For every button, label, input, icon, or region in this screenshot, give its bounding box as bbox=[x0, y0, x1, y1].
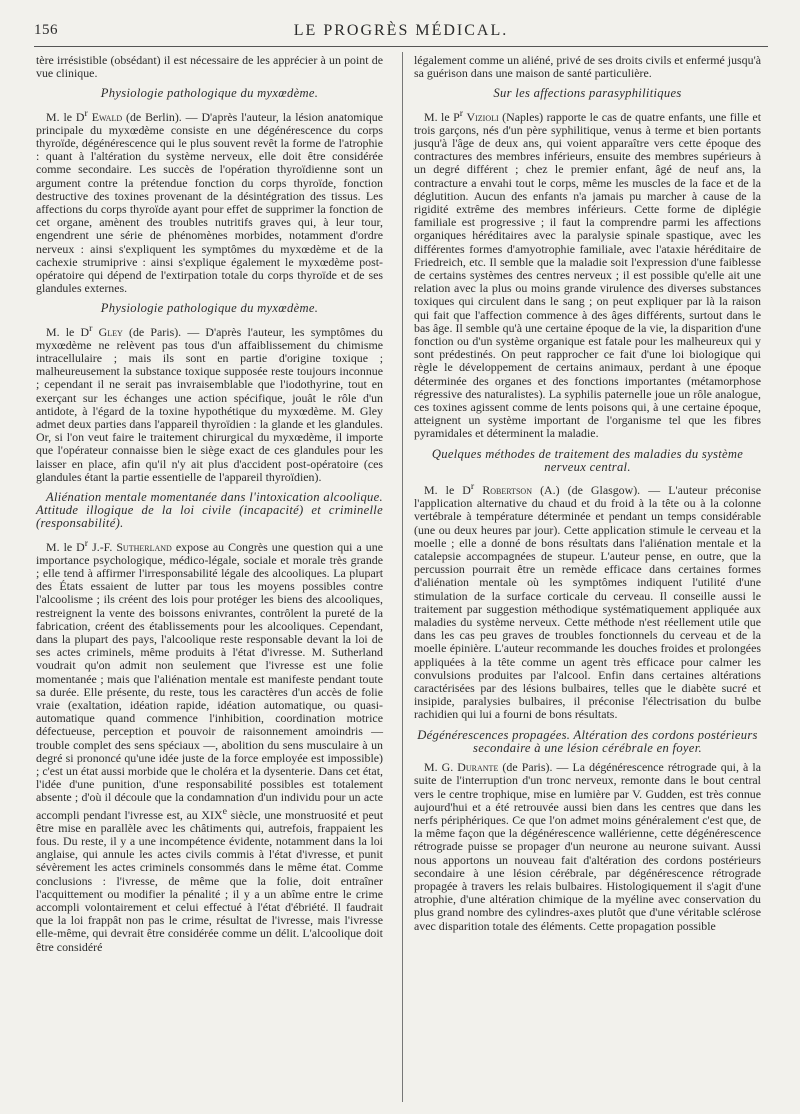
paragraph-body: expose au Congrès une question qui a une importance psychologique, médico-légale, sociale et morale très grande ; elle tend à affirmer l'irresponsabilité légale des alcooliques. La plupart des États essaient de lutter par tous les moyens possibles contre l'alcoolisme ; ils créent des lois pour protéger les biens des alcooliques, restreignent la vente des boissons enivrantes, contrôlent la pureté de la fabrication, créent des établissements pour les alcooliques. Cependant, dans la plupart des pays, l'alcoolique reste responsable devant la loi de ses actes criminels, même produits à l'état d'ivresse. M. Sutherland voudrait qu'on admit non seulement que l'ivresse est une folie momentanée ; mais que l'aliénation mentale est manifeste pendant toute sa durée. Elle présente, du reste, tous les caractères d'un accès de folie vraie (exaltation, idéation rapide, idéation automatique, ou quasi-automatique quand commence l'inhibition, coordination motrice défectueuse, perception et pouvoir de raisonnement amoindris — trouble complet des sens spéciaux —, abolition du sens musculaire à un degré si prononcé qu'une idée juste de la force employée est impossible) ; c'est un état aussi morbide que le choléra et la dysenterie. Dans cet état, l'idée d'une punition, d'une responsabilité possibles est totalement absente ; d'où il découle que la condamnation d'un individu pour un acte accompli pendant l'ivresse est, au XIX bbox=[36, 539, 383, 822]
title-superscript: r bbox=[89, 322, 93, 334]
page-header bbox=[34, 20, 768, 47]
author-prefix: M. le D bbox=[424, 483, 471, 498]
continued-paragraph: tère irrésistible (obsédant) il est nécessaire de les apprécier à un point de vue clinique. bbox=[36, 53, 383, 81]
paragraph-gley bbox=[36, 322, 383, 484]
author-prefix: M. le D bbox=[46, 539, 85, 554]
author-name: Durante bbox=[457, 760, 499, 775]
author-name: J.-F. Sutherland bbox=[92, 539, 172, 554]
paragraph-body: (de Paris). — La dégénérescence rétrograde qui, à la suite de l'interruption d'un tronc nerveux, remonte dans le bout central vers le centre trophique, mise en lumière par V. Gudden, est très connue aujourd'hui et a été retrouvée aussi bien dans les centres que dans les nerfs périphériques. Ce que l'on admet moins généralement c'est que, de la même façon que la dégénérescence wallérienne, cette dégénérescence rétrograde puisse se propager d'un neurone au neurone suivant. Aussi nous apportons un nouveau fait d'altération des cordons postérieurs secondaire à une lésion cérébrale, par dégénérescence rétrograde propagée à travers les relais bulbaires. Histologiquement il s'agit d'une atrophie, d'une altération chimique de la myéline avec conservation du plus grand nombre des cylindres-axes plutôt que d'une véritable sclérose avec disparition totale des éléments. Cette propagation possible bbox=[414, 760, 761, 933]
title-superscript: r bbox=[459, 107, 464, 119]
section-heading-gley: Physiologie pathologique du myxœdème. bbox=[100, 301, 319, 316]
author-prefix: M. le D bbox=[46, 109, 85, 124]
title-superscript: r bbox=[84, 107, 88, 119]
author-prefix: M. le D bbox=[46, 324, 90, 339]
paragraph-robertson bbox=[414, 480, 761, 722]
paragraph-sutherland bbox=[36, 537, 383, 954]
section-heading-sutherland: Aliénation mentale momentanée dans l'intoxication alcoolique. Attitude illogique de la loi civile (incapacité) et criminelle (responsabilité). bbox=[36, 490, 383, 531]
paragraph-body: (Naples) rapporte le cas de quatre enfants, une fille et trois garçons, nés d'un père syphilitique, venus à terme et bien portants jusqu'à l'âge de deux ans, qui voient apparaître vers cette époque des contractures des membres inférieurs, ensuite des membres supérieurs à un degré différent ; chez le premier enfant, âgé de neuf ans, la contracture a envahi tout le corps, même les muscles de la face et de la déglutition. Aucun des enfants n'a jamais pu marcher à cause de la rigidité extrême des membres inférieurs. Cette forme de diplégie familiale est progressive ; il faut la comprendre parmi les affections organiques héréditaires avec la paralysie spinale spastique, avec les différentes formes d'amyotrophie familiale, avec l'ataxie héréditaire de Friedreich, etc. Il semble que la maladie soit l'expression d'une faiblesse de certains systèmes des centres nerveux ; il est possible qu'elle ait une relation avec la plus ou moins grande virulence des diverses substances toxiques qui circulent dans le sang ; on peut expliquer par là la raison qui fait que l'affection commence à des âges différents, surtout dans le bas âge. Il semble qu'à une certaine époque de la vie, la disparition d'une fonction ou d'un système organique est fatale pour les malheureux qui y sont prédestinés. On peut rapprocher ce fait d'une loi biologique qui règle le développement de certains animaux, perdant à une époque déterminée des organes et des fonctions importantes (métamorphose régressive des naturalistes). La syphilis paternelle joue un rôle analogue, ces toxines agissent comme de lents poisons qui, à une certaine époque, atteignent un système important de l'organisme tel que les fibres pyramidales et déterminent la maladie. bbox=[414, 109, 761, 441]
paragraph-body: (de Paris). — D'après l'auteur, les symptômes du myxœdème ne relèvent pas tous d'un affaiblissement du chimisme intracellulaire ; mais ils sont en partie d'origine toxique ; malheureusement la substance toxique supposée reste toujours inconnue ; cependant il ne serait pas invraisemblable que l'iodothyrine, tout en exerçant sur les échanges une action spécifique, jouât le rôle d'un antidote, à l'égard de la toxine hypothétique du myxœdème. M. Gley admet deux parties dans l'appareil thyroïdien : la glande et les glandules. Or, si l'on veut faire le traitement chirurgical du myxœdème, il importe que l'opérateur connaisse bien le siège exact de ces glandules pour les laisser en place, afin qu'il n'y ait plus d'accident post-opératoire (ces glandules étant la partie essentielle de l'appareil thyroïdien). bbox=[36, 324, 383, 484]
author-name: Gley bbox=[98, 324, 123, 339]
right-column bbox=[414, 54, 761, 934]
author-prefix: M. G. bbox=[424, 760, 458, 775]
column-divider bbox=[402, 52, 403, 1102]
paragraph-body-continued: siècle, une monstruosité et peut être mise en parallèle avec les châtiments qui, autrefois, frappaient les fous. Du reste, il y a une incompétence évidente, notamment dans la loi anglaise, qui annule les actes civils commis à l'état d'ivresse, et punit sévèrement les actes criminels consommés dans le même état. Comme conclusions : l'ivresse, de même que la folie, doit entraîner l'acquittement ou modifier la pénalité ; il y a un abîme entre le crime accompli volontairement et celui effectué à l'état d'ébriété. Il faudrait que la loi frappât non pas le crime, résultat de l'ivresse, mais l'ivresse elle-même, qui devrait être considérée comme un délit. L'alcoolique doit être considéré bbox=[36, 807, 383, 954]
paragraph-vizioli bbox=[414, 107, 761, 441]
paragraph-body: (A.) (de Glasgow). — L'auteur préconise l'application alternative du chaud et du froid à la tête ou à la colonne vertébrale à température déterminée et pendant un temps considérable (une ou deux heures par jour). Cette application stimule le cerveau et la moelle ; elle a donné de bons résultats dans l'aliénation mentale et la catalepsie accompagnées de stupeur. L'auteur pense, en outre, que la percussion pourrait être un remède efficace dans certaines formes d'aliénation mentale où les symptômes indiquent l'utilité d'une stimulation de la surface corticale du cerveau. Il conseille aussi le traitement par suggestion méthodique systématiquement appliquée aux maladies du système nerveux. Cette méthode n'est réellement utile que dans les cas peu graves de troubles fonctionnels du cerveau et de la moelle épinière. L'auteur recommande les douches froides et prolongées appliquées à la tête comme un agent très efficace pour calmer les convulsions produites par l'alcool. Enfin dans certaines altérations caractérisées par des lésions bulbaires, telles que le diabète sucré et insipide, paralysies bulbaires, il préconise l'électrisation du bulbe rachidien qui lui a fourni de bons résultats. bbox=[414, 483, 761, 722]
section-heading-vizioli: Sur les affections parasyphilitiques bbox=[493, 86, 682, 101]
author-name: Vizioli bbox=[466, 109, 499, 124]
century-superscript: e bbox=[222, 805, 227, 817]
title-superscript: r bbox=[84, 537, 89, 549]
author-name: Ewald bbox=[91, 109, 123, 124]
left-column bbox=[36, 54, 383, 955]
section-heading-ewald: Physiologie pathologique du myxœdème. bbox=[100, 86, 319, 101]
journal-title: LE PROGRÈS MÉDICAL. bbox=[293, 22, 509, 39]
paragraph-ewald bbox=[36, 107, 383, 296]
section-heading-durante: Dégénérescences propagées. Altération des cordons postérieurs secondaire à une lésion cérébrale en foyer. bbox=[417, 727, 758, 755]
title-superscript: r bbox=[470, 481, 475, 493]
author-name: Robertson bbox=[482, 483, 532, 498]
author-prefix: M. le P bbox=[424, 109, 460, 124]
continued-paragraph: légalement comme un aliéné, privé de ses droits civils et enfermé jusqu'à sa guérison dans une maison de santé particulière. bbox=[414, 53, 761, 81]
page-number: 156 bbox=[34, 22, 58, 38]
section-heading-robertson: Quelques méthodes de traitement des maladies du système nerveux central. bbox=[431, 446, 744, 474]
paragraph-durante bbox=[414, 761, 761, 933]
paragraph-body: (de Berlin). — D'après l'auteur, la lésion anatomique principale du myxœdème consiste en une dégénérescence du corps thyroïde, dégénérescence qui le plus souvent revêt la forme de l'atrophie : quant à l'altération du système nerveux, elle doit être considérée comme secondaire. Les succès de l'opération thyroïdienne sont un argument contre la prétendue fonction du corps thyroïde, fonction destructive des toxines provenant de la désintégration des tissus. Les affections du corps thyroïde ayant pour effet de supprimer la fonction de cet organe, amènent des troubles nutritifs graves qui, à leur tour, engendrent une série de phénomènes morbides, notamment d'ordre nerveux : ainsi s'expliquent les symptômes du myxœdème et de la cachexie strumiprive : ainsi s'explique également le myxœdème post-opératoire qui dépend de l'extirpation totale du corps thyroïde et de ses glandules externes. bbox=[36, 109, 383, 296]
